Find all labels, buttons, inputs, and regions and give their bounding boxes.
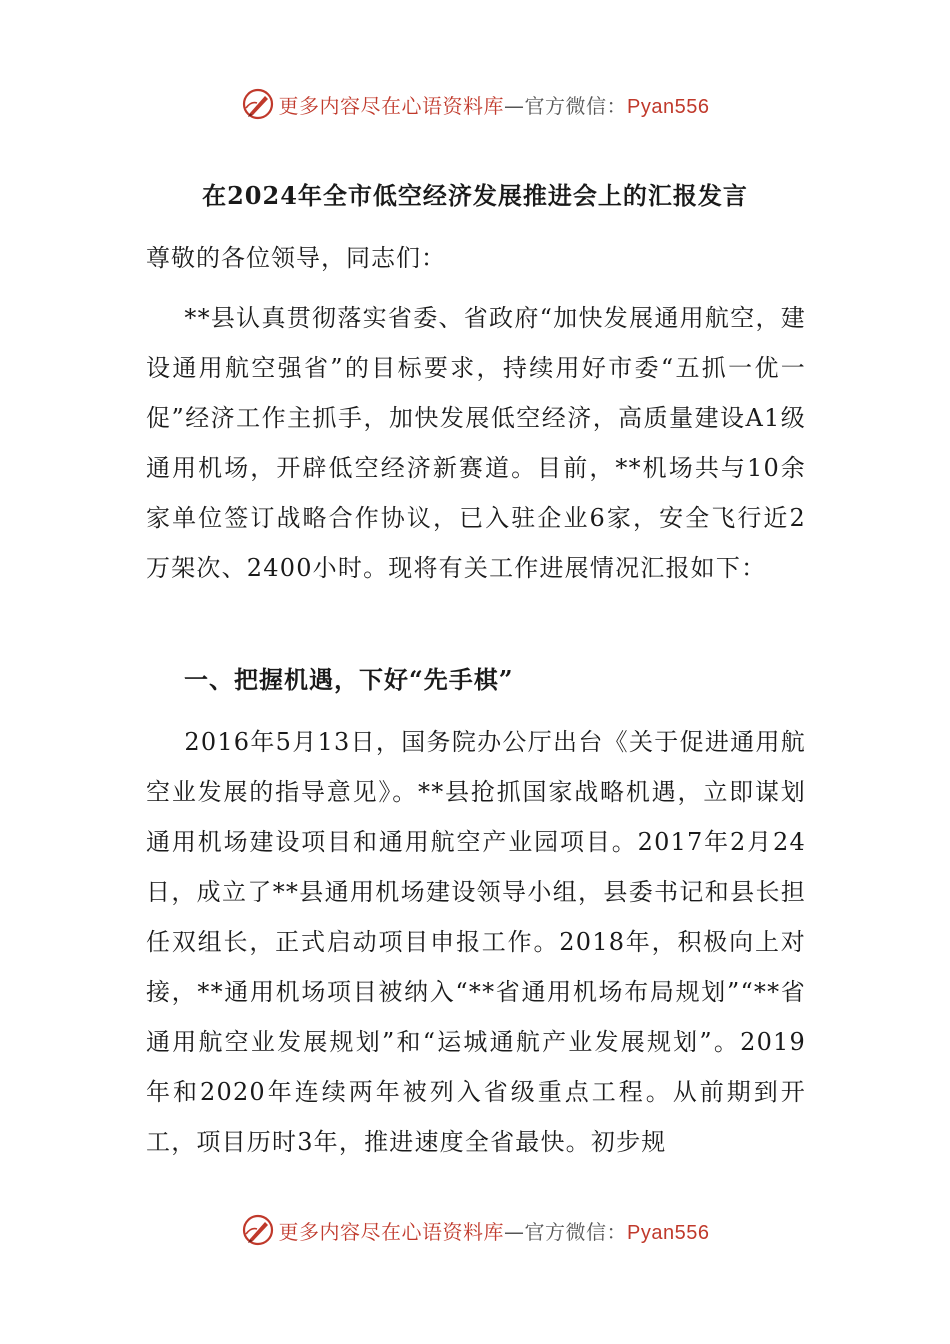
watermark-main-text: 更多内容尽在心语资料库	[278, 1219, 505, 1244]
watermark-separator-text: —官方微信：	[504, 93, 628, 118]
body-paragraph-1: **县认真贯彻落实省委、省政府“加快发展通用航空，建设通用航空强省”的目标要求，持续用好市委“五抓一优一促”经济工作主抓手，加快发展低空经济，高质量建设A1级通用机场，开辟低空经济新赛道。目前，**机场共与10余家单位签订战略合作协议，已入驻企业6家，安全飞行近2万架次、2400小时。现将有关工作进展情况汇报如下：	[146, 304, 806, 582]
watermark-separator-text: —官方微信：	[504, 1219, 628, 1244]
watermark-banner-top	[0, 84, 950, 124]
document-title: 在2024年全市低空经济发展推进会上的汇报发言	[202, 181, 748, 210]
watermark-text	[279, 90, 710, 119]
pen-logo-icon	[241, 87, 275, 121]
watermark-wechat-id: Pyan556	[627, 95, 710, 118]
section-heading-1: 一、把握机遇，下好“先手棋”	[184, 665, 514, 694]
salutation: 尊敬的各位领导，同志们：	[146, 244, 446, 272]
pen-logo-icon	[241, 1213, 275, 1247]
watermark-main-text: 更多内容尽在心语资料库	[278, 93, 505, 118]
body-paragraph-2: 2016年5月13日，国务院办公厅出台《关于促进通用航空业发展的指导意见》。**县抢抓国家战略机遇，立即谋划通用机场建设项目和通用航空产业园项目。2017年2月24日，成立了**县通用机场建设领导小组，县委书记和县长担任双组长，正式启动项目申报工作。2018年，积极向上对接，**通用机场项目被纳入“**省通用机场布局规划”“**省通用航空业发展规划”和“运城通航产业发展规划”。2019年和2020年连续两年被列入省级重点工程。从前期到开工，项目历时3年，推进速度全省最快。初步规	[146, 728, 806, 1156]
watermark-text	[279, 1216, 710, 1245]
watermark-wechat-id: Pyan556	[627, 1221, 710, 1244]
watermark-banner-bottom	[0, 1210, 950, 1250]
